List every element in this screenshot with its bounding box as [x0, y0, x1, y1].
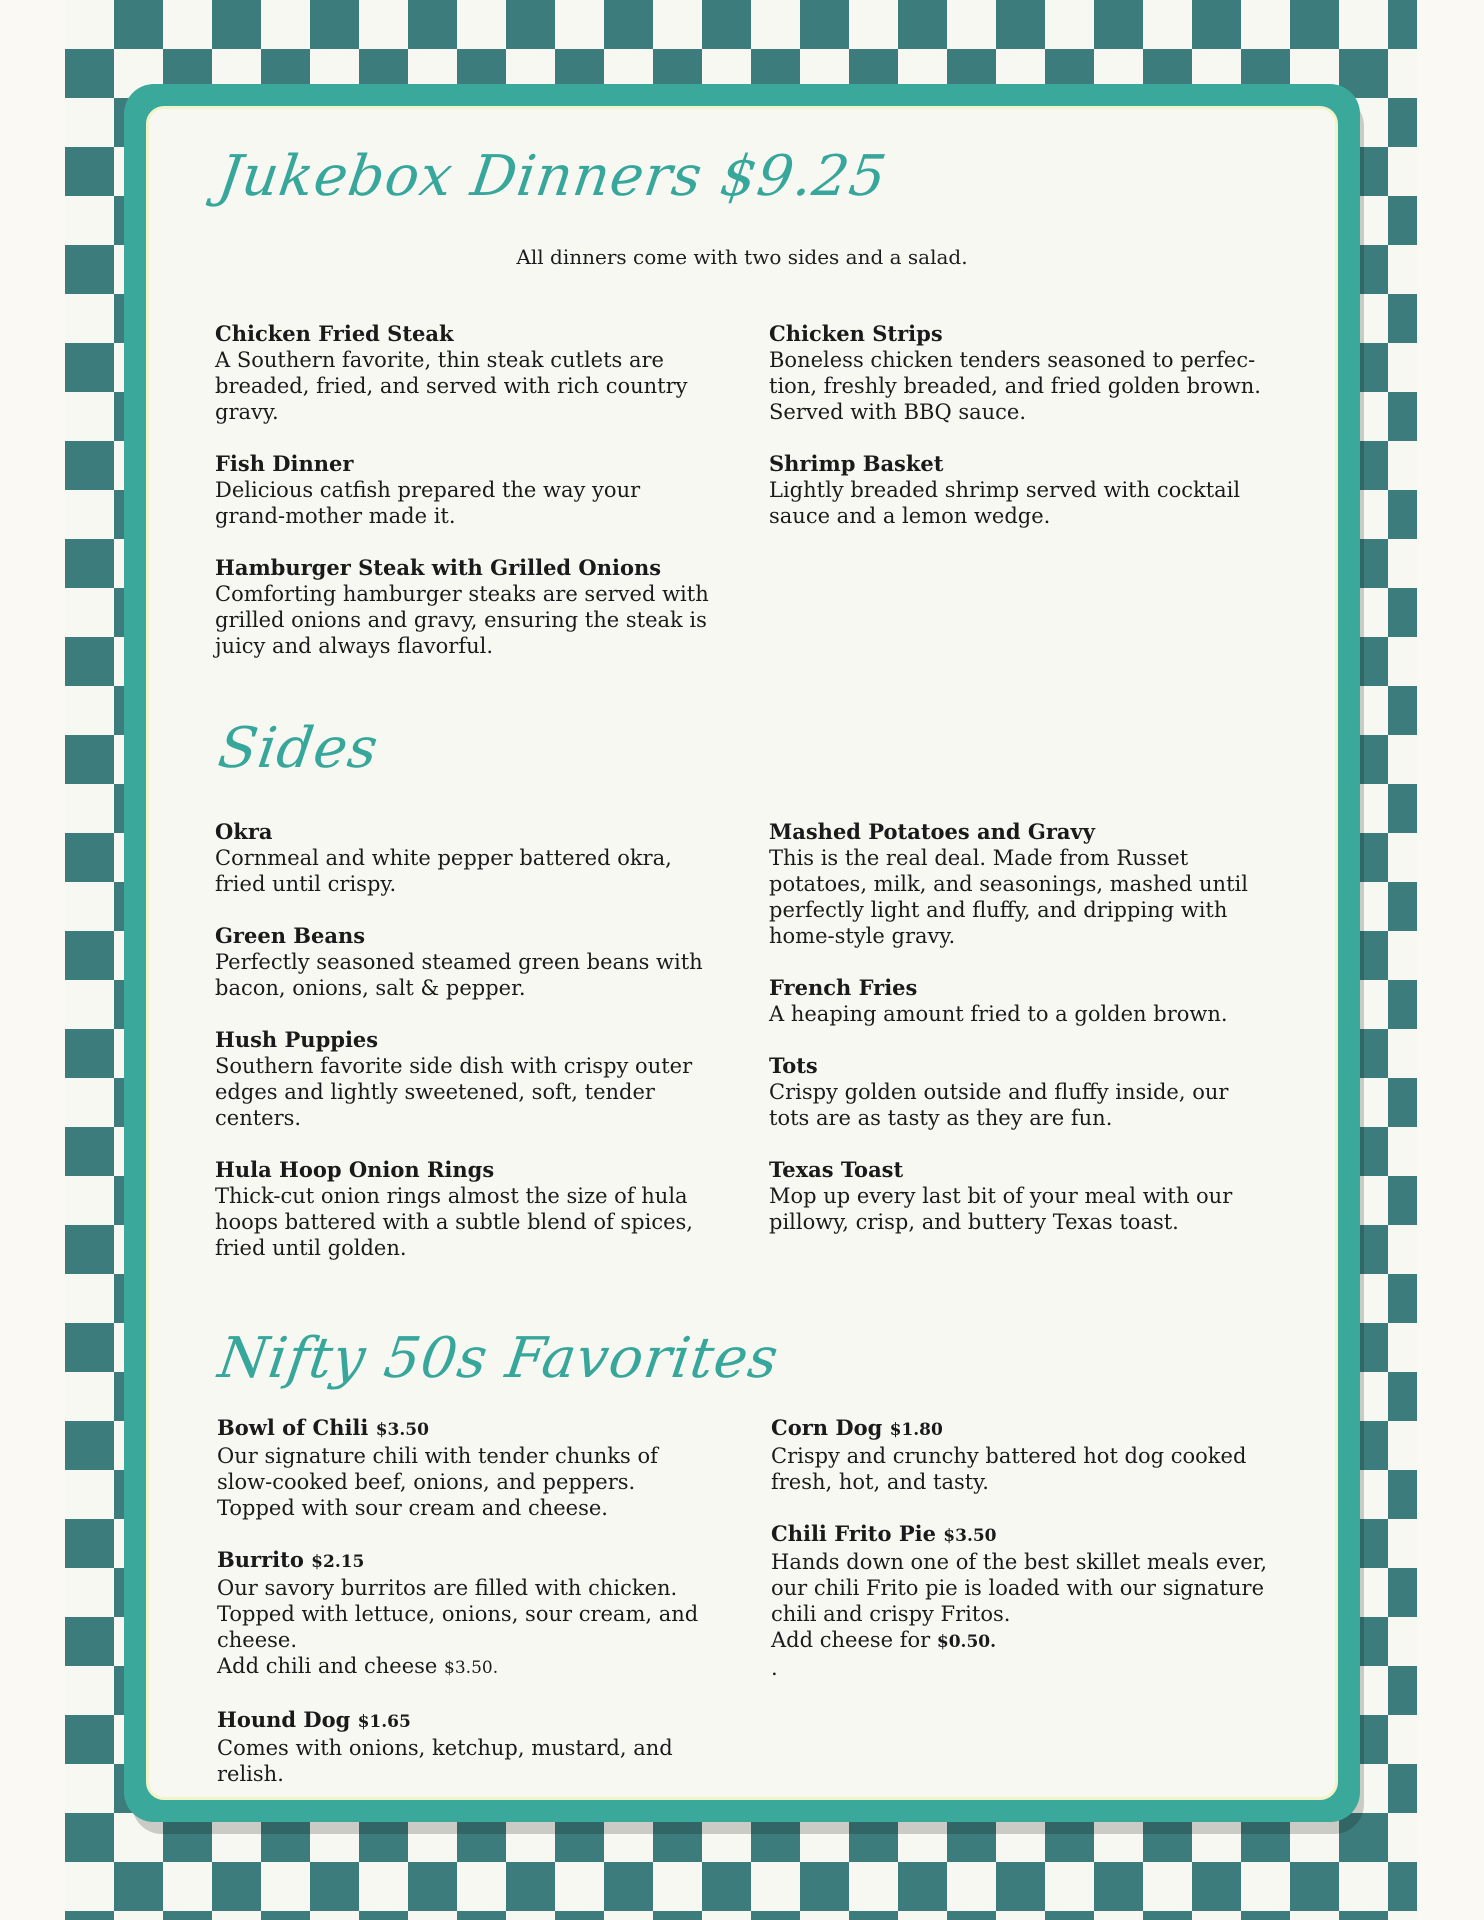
item-name: Fish Dinner	[215, 451, 354, 476]
item-note	[771, 1627, 1271, 1655]
item-description: Southern favorite side dish with crispy outer edges and lightly sweetened, soft, tender centers.	[215, 1054, 693, 1130]
item-name: Okra	[215, 819, 273, 844]
item-price: $1.80	[889, 1420, 943, 1440]
item-name: Hound Dog	[217, 1707, 351, 1732]
menu-panel	[146, 106, 1338, 1800]
note-price: $0.50.	[936, 1632, 997, 1652]
item-description: Lightly breaded shrimp served with cocktail sauce and a lemon wedge.	[769, 478, 1241, 528]
item-name: Tots	[769, 1053, 818, 1078]
note-text: Add chili and cheese	[217, 1654, 438, 1678]
item-price: $3.50	[375, 1420, 429, 1440]
item-price: $3.50	[943, 1526, 997, 1546]
item-name: French Fries	[769, 975, 918, 1000]
menu-item	[215, 819, 715, 897]
favorites-title: Nifty 50s Favorites	[214, 1326, 783, 1391]
trailing-dot: .	[771, 1656, 778, 1680]
menu-item	[215, 321, 715, 425]
menu-item	[769, 451, 1269, 529]
item-name: Hush Puppies	[215, 1027, 379, 1052]
item-name: Texas Toast	[769, 1157, 904, 1182]
item-description: Comforting hamburger steaks are served with grilled onions and gravy, ensuring the steak is juicy and always flavorful.	[215, 582, 709, 658]
item-name-line	[771, 1521, 1271, 1549]
item-description: Our signature chili with tender chunks of slow-cooked beef, onions, and peppers. Topped with sour cream and cheese.	[217, 1444, 658, 1520]
item-description: Delicious catfish prepared the way your grand-mother made it.	[215, 478, 641, 528]
menu-item	[771, 1415, 1271, 1495]
menu-item	[217, 1707, 717, 1787]
item-name: Shrimp Basket	[769, 451, 944, 476]
item-description: Our savory burritos are filled with chicken. Topped with lettuce, onions, sour cream, and cheese.	[217, 1576, 699, 1652]
menu-frame	[124, 84, 1360, 1822]
menu-item	[769, 1157, 1269, 1235]
item-name: Mashed Potatoes and Gravy	[769, 819, 1095, 844]
menu-item	[769, 819, 1269, 949]
item-description: Crispy and crunchy battered hot dog cooked fresh, hot, and tasty.	[771, 1444, 1247, 1494]
item-description: Crispy golden outside and fluffy inside, our tots are as tasty as they are fun.	[769, 1080, 1229, 1130]
item-name-line	[217, 1547, 717, 1575]
dinners-right-column	[769, 321, 1269, 555]
item-description: A heaping amount fried to a golden brown.	[769, 1002, 1228, 1026]
dinners-title: Jukebox Dinners $9.25	[214, 144, 891, 209]
item-name: Chicken Strips	[769, 321, 943, 346]
menu-item	[215, 1027, 715, 1131]
sides-title: Sides	[214, 716, 383, 781]
menu-item	[217, 1415, 717, 1521]
menu-item	[217, 1547, 717, 1681]
item-description: Comes with onions, ketchup, mustard, and relish.	[217, 1736, 673, 1786]
menu-item	[215, 451, 715, 529]
sides-left-column	[215, 819, 715, 1287]
item-name: Hula Hoop Onion Rings	[215, 1157, 495, 1182]
item-description: Thick-cut onion rings almost the size of hula hoops battered with a subtle blend of spices, fried until golden.	[215, 1184, 693, 1260]
menu-item	[215, 1157, 715, 1261]
item-name: Green Beans	[215, 923, 366, 948]
item-note	[217, 1653, 717, 1681]
menu-item	[769, 1053, 1269, 1131]
item-description: Hands down one of the best skillet meals ever, our chili Frito pie is loaded with our signature chili and crispy Fritos.	[771, 1550, 1268, 1626]
item-name: Chicken Fried Steak	[215, 321, 454, 346]
dinners-subtitle: All dinners come with two sides and a salad.	[516, 245, 968, 269]
item-name: Burrito	[217, 1547, 304, 1572]
item-name-line	[217, 1415, 717, 1443]
menu-item	[769, 975, 1269, 1027]
item-description: Mop up every last bit of your meal with our pillowy, crisp, and buttery Texas toast.	[769, 1184, 1233, 1234]
favorites-right-column	[771, 1415, 1271, 1707]
menu-item	[215, 923, 715, 1001]
item-description: Cornmeal and white pepper battered okra, fried until crispy.	[215, 846, 672, 896]
item-description: A Southern favorite, thin steak cutlets are breaded, fried, and served with rich country gravy.	[215, 348, 688, 424]
favorites-left-column	[217, 1415, 717, 1813]
menu-item	[215, 555, 715, 659]
item-name: Hamburger Steak with Grilled Onions	[215, 555, 662, 580]
item-price: $2.15	[311, 1552, 365, 1572]
menu-item	[771, 1521, 1271, 1681]
item-name: Bowl of Chili	[217, 1415, 369, 1440]
sides-right-column	[769, 819, 1269, 1261]
item-description: Perfectly seasoned steamed green beans with bacon, onions, salt & pepper.	[215, 950, 703, 1000]
item-name: Chili Frito Pie	[771, 1521, 936, 1546]
item-price: $1.65	[357, 1712, 411, 1732]
note-text: Add cheese for	[771, 1628, 931, 1652]
item-name-line	[217, 1707, 717, 1735]
note-price: $3.50.	[444, 1658, 499, 1678]
menu-item	[769, 321, 1269, 425]
item-description: This is the real deal. Made from Russet potatoes, milk, and seasonings, mashed until perfectly light and fluffy, and dripping with home-style gravy.	[769, 846, 1248, 948]
dinners-left-column	[215, 321, 715, 685]
item-description: Boneless chicken tenders seasoned to perfec-tion, freshly breaded, and fried golden brown. Served with BBQ sauce.	[769, 348, 1261, 424]
item-name-line	[771, 1415, 1271, 1443]
item-name: Corn Dog	[771, 1415, 883, 1440]
